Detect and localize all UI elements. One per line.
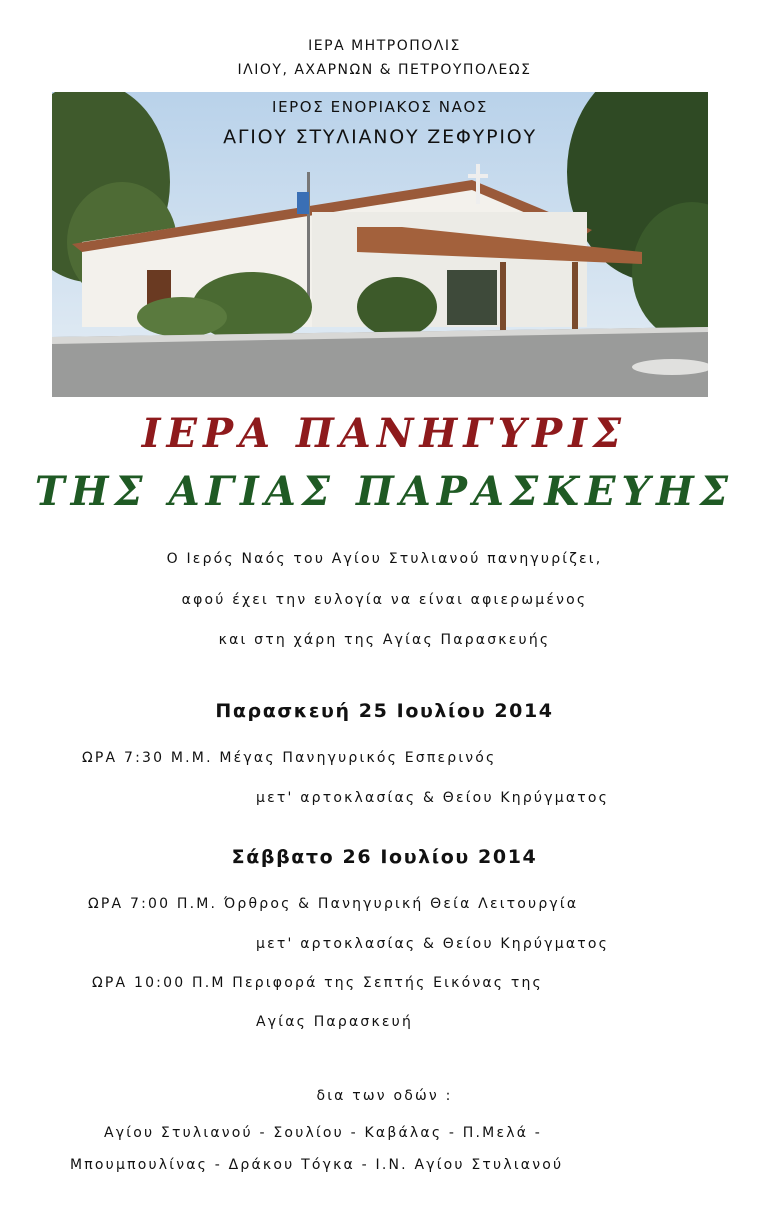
feast-title: ΙΕΡΑ ΠΑΝΗΓΥΡΙΣ	[141, 410, 628, 457]
intro-line-2: αφού έχει την ευλογία να είναι αφιερωμένος	[181, 592, 588, 608]
route-line-1: Αγίου Στυλιανού - Σουλίου - Καβάλας - Π.Μελά -	[104, 1125, 543, 1141]
route-line-2: Μπουμπουλίνας - Δράκου Τόγκα - Ι.Ν. Αγίου Στυλιανού	[70, 1157, 564, 1173]
day1-vespers-detail: μετ' αρτοκλασίας & Θείου Κηρύγματος	[256, 790, 610, 806]
day1-vespers: ΩΡΑ 7:30 Μ.Μ. Μέγας Πανηγυρικός Εσπερινός	[82, 750, 497, 766]
day1-heading: Παρασκευή 25 Ιουλίου 2014	[215, 700, 554, 722]
day2-heading: Σάββατο 26 Ιουλίου 2014	[231, 846, 538, 868]
day2-liturgy-detail: μετ' αρτοκλασίας & Θείου Κηρύγματος	[256, 936, 610, 952]
church-caption-line2: ΑΓΙΟΥ ΣΤΥΛΙΑΝΟΥ ΖΕΦΥΡΙΟΥ	[223, 126, 537, 148]
metropolis-subtitle: ΙΛΙΟΥ, ΑΧΑΡΝΩΝ & ΠΕΤΡΟΥΠΟΛΕΩΣ	[237, 62, 532, 78]
day2-liturgy: ΩΡΑ 7:00 Π.Μ. Όρθρος & Πανηγυρική Θεία Λειτουργία	[88, 896, 579, 912]
church-photo	[52, 92, 708, 397]
feast-subtitle: ΤΗΣ ΑΓΙΑΣ ΠΑΡΑΣΚΕΥΗΣ	[34, 468, 735, 515]
church-caption-line1: ΙΕΡΟΣ ΕΝΟΡΙΑΚΟΣ ΝΑΟΣ	[272, 98, 488, 116]
metropolis-title: ΙΕΡΑ ΜΗΤΡΟΠΟΛΙΣ	[308, 38, 461, 54]
route-heading: δια των οδών :	[316, 1088, 453, 1104]
intro-line-1: Ο Ιερός Ναός του Αγίου Στυλιανού πανηγυρίζει,	[166, 551, 603, 567]
day2-procession-detail: Αγίας Παρασκευή	[256, 1014, 414, 1030]
intro-line-3: και στη χάρη της Αγίας Παρασκευής	[218, 632, 551, 648]
day2-procession: ΩΡΑ 10:00 Π.Μ Περιφορά της Σεπτής Εικόνας της	[92, 975, 543, 991]
